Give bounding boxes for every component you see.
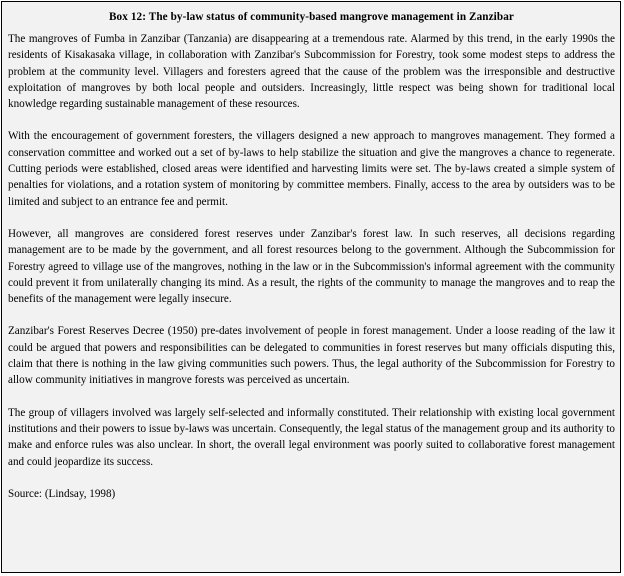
paragraph-4: Zanzibar's Forest Reserves Decree (1950) pre-dates involvement of people in forest management. Under a loose reading of the law it could be argued that powers and responsibilities can be delegated to communities in forest reserves but many officials disputing this, claim that there is nothing in the law giving communities such powers. Thus, the legal authority of the Subcommission for Forestry to allow community initiatives in mangrove forests was perceived as uncertain.: [8, 325, 615, 387]
paragraph-1: The mangroves of Fumba in Zanzibar (Tanzania) are disappearing at a tremendous rate. Alarmed by this trend, in the early 1990s the residents of Kisakasaka village, in collaboration with Zanzibar's Subcommission for Forestry, took some modest steps to address the problem at the community level. Villagers and foresters agreed that the cause of the problem was the irresponsible and destructive exploitation of mangroves by both local people and outsiders. Increasingly, little respect was being shown for traditional local knowledge regarding sustainable management of these resources.: [8, 33, 615, 111]
paragraph-2: With the encouragement of government foresters, the villagers designed a new approach to mangroves management. They formed a conservation committee and worked out a set of by-laws to help stabilize the situation and give the mangroves a chance to regenerate. Cutting periods were established, closed areas were identified and harvesting limits were set. The by-laws created a simple system of penalties for violations, and a rotation system of monitoring by committee members. Finally, access to the area by outsiders was to be limited and subject to an entrance fee and permit.: [8, 130, 615, 208]
paragraph-3: However, all mangroves are considered forest reserves under Zanzibar's forest law. In such reserves, all decisions regarding management are to be made by the government, and all forest resources belong to the government. Although the Subcommission for Forestry agreed to village use of the mangroves, nothing in the law or in the Subcommission's informal agreement with the community could prevent it from unilaterally changing its mind. As a result, the rights of the community to manage the mangroves and to reap the benefits of the management were legally insecure.: [8, 227, 615, 306]
box-title: Box 12: The by-law status of community-based mangrove management in Zanzibar: [109, 11, 514, 23]
source-citation: Source: (Lindsay, 1998): [8, 487, 116, 500]
text-box: [1, 1, 621, 573]
paragraph-5: The group of villagers involved was largely self-selected and informally constituted. Their relationship with existing local government institutions and their powers to issue by-laws was uncertain. Consequently, the legal status of the management group and its authority to make and enforce rules was also unclear. In short, the overall legal environment was poorly suited to collaborative forest management and could jeopardize its success.: [8, 406, 615, 468]
